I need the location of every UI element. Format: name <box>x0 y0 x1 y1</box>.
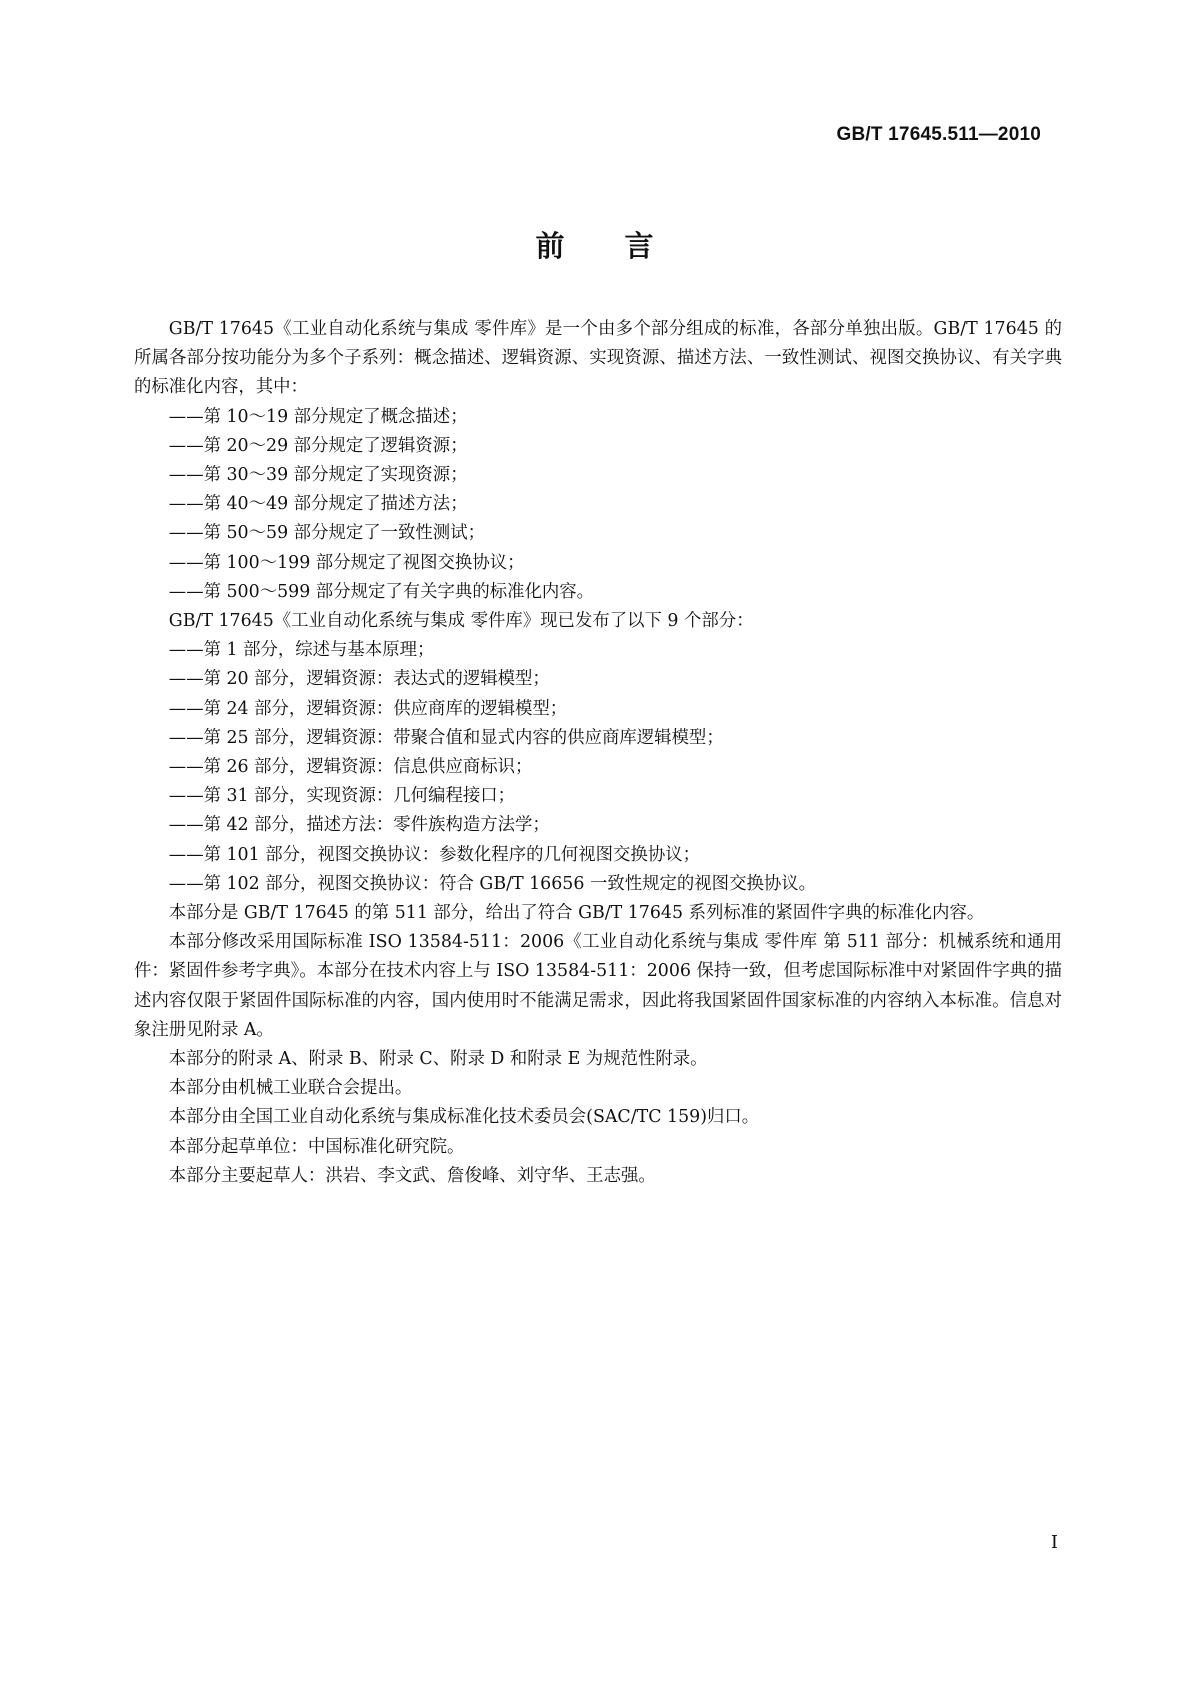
page-title <box>0 224 1191 265</box>
page-number: I <box>1050 1532 1058 1553</box>
published-part-item: ——第 101 部分，视图交换协议：参数化程序的几何视图交换协议； <box>168 844 700 865</box>
part-scope-paragraph: 本部分是 GB/T 17645 的第 511 部分，给出了符合 GB/T 17645 系列标准的紧固件字典的标准化内容。 <box>168 903 985 924</box>
title-char-1: 前 <box>535 229 567 263</box>
series-item: ——第 40～49 部分规定了描述方法； <box>168 494 468 515</box>
published-part-item: ——第 26 部分，逻辑资源：信息供应商标识； <box>168 757 533 778</box>
title-char-2: 言 <box>624 229 656 263</box>
foreword-body <box>134 315 1062 1191</box>
intro-paragraph: GB/T 17645《工业自动化系统与集成 零件库》是一个由多个部分组成的标准，各部分单独出版。GB/T 17645 的所属各部分按功能分为多个子系列：概念描述、逻辑资源、实现资源、描述方法、一致性测试、视图交换协议、有关字典的标准化内容，其中： <box>134 319 1062 398</box>
published-part-item: ——第 102 部分，视图交换协议：符合 GB/T 16656 一致性规定的视图交换协议。 <box>168 873 817 894</box>
proposer-paragraph: 本部分由机械工业联合会提出。 <box>168 1078 413 1099</box>
series-item: ——第 500～599 部分规定了有关字典的标准化内容。 <box>168 581 595 602</box>
published-part-item: ——第 31 部分，实现资源：几何编程接口； <box>168 786 516 807</box>
published-part-item: ——第 24 部分，逻辑资源：供应商库的逻辑模型； <box>168 698 568 719</box>
iso-adoption-paragraph: 本部分修改采用国际标准 ISO 13584-511：2006《工业自动化系统与集成 零件库 第 511 部分：机械系统和通用件：紧固件参考字典》。本部分在技术内容上与 ISO 13584-511：2006 保持一致，但考虑国际标准中对紧固件字典的描述内容仅限于紧固件国际标准的内容，国内使用时不能满足需求，因此将我国紧固件国家标准的内容纳入本标准。信息对象注册见附录 A。 <box>134 932 1062 1040</box>
published-part-item: ——第 25 部分，逻辑资源：带聚合值和显式内容的供应商库逻辑模型； <box>168 727 724 748</box>
series-item: ——第 30～39 部分规定了实现资源； <box>168 465 468 486</box>
annex-paragraph: 本部分的附录 A、附录 B、附录 C、附录 D 和附录 E 为规范性附录。 <box>168 1049 708 1070</box>
series-item: ——第 50～59 部分规定了一致性测试； <box>168 523 485 544</box>
published-part-item: ——第 42 部分，描述方法：零件族构造方法学； <box>168 815 550 836</box>
series-item: ——第 10～19 部分规定了概念描述； <box>168 406 468 427</box>
published-part-item: ——第 20 部分，逻辑资源：表达式的逻辑模型； <box>168 669 550 690</box>
series-item: ——第 100～199 部分规定了视图交换协议； <box>168 552 525 573</box>
standard-code: GB/T 17645.511—2010 <box>836 124 1041 145</box>
published-part-item: ——第 1 部分，综述与基本原理； <box>168 640 435 661</box>
drafters-paragraph: 本部分主要起草人：洪岩、李文武、詹俊峰、刘守华、王志强。 <box>168 1165 656 1186</box>
committee-paragraph: 本部分由全国工业自动化系统与集成标准化技术委员会(SAC/TC 159)归口。 <box>168 1107 760 1128</box>
published-parts-intro: GB/T 17645《工业自动化系统与集成 零件库》现已发布了以下 9 个部分： <box>168 611 754 632</box>
series-item: ——第 20～29 部分规定了逻辑资源； <box>168 435 468 456</box>
drafting-unit-paragraph: 本部分起草单位：中国标准化研究院。 <box>168 1136 465 1157</box>
